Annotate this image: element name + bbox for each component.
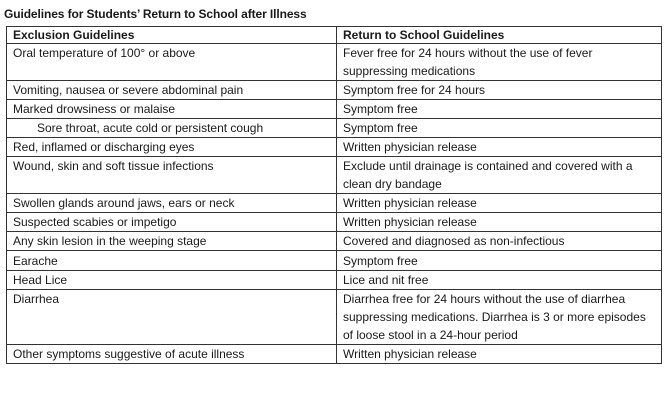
exclusion-cell: Suspected scabies or impetigo: [7, 213, 337, 232]
exclusion-cell: Sore throat, acute cold or persistent cough: [7, 119, 337, 138]
table-row: [7, 213, 662, 232]
table-row: [7, 345, 662, 364]
table-row: [7, 81, 662, 100]
exclusion-cell: Earache: [7, 251, 337, 271]
exclusion-cell: Other symptoms suggestive of acute illness: [7, 345, 337, 364]
exclusion-cell: Diarrhea: [7, 290, 337, 345]
header-exclusion-guidelines: Exclusion Guidelines: [7, 27, 337, 44]
return-cell: Symptom free: [337, 119, 662, 138]
return-cell: Exclude until drainage is contained and covered with a clean dry bandage: [337, 157, 662, 194]
table-row: [7, 157, 662, 194]
return-cell: Written physician release: [337, 194, 662, 213]
exclusion-cell: Oral temperature of 100° or above: [7, 44, 337, 81]
table-row: [7, 232, 662, 251]
exclusion-cell: Marked drowsiness or malaise: [7, 100, 337, 119]
return-cell: Written physician release: [337, 345, 662, 364]
return-cell: Symptom free for 24 hours: [337, 81, 662, 100]
table-row: [7, 194, 662, 213]
exclusion-cell: Vomiting, nausea or severe abdominal pain: [7, 81, 337, 100]
document-title: Guidelines for Students’ Return to School after Illness: [4, 7, 307, 21]
return-cell: Written physician release: [337, 138, 662, 157]
return-cell: Symptom free: [337, 100, 662, 119]
exclusion-cell: Swollen glands around jaws, ears or neck: [7, 194, 337, 213]
return-cell: Fever free for 24 hours without the use of fever suppressing medications: [337, 44, 662, 81]
table-row: [7, 100, 662, 119]
table-row: [7, 138, 662, 157]
table-row: [7, 271, 662, 290]
header-return-guidelines: Return to School Guidelines: [337, 27, 662, 44]
exclusion-cell: Any skin lesion in the weeping stage: [7, 232, 337, 251]
return-cell: Diarrhea free for 24 hours without the use of diarrhea suppressing medications. Diarrhea is 3 or more episodes of loose stool in a 24-hour period: [337, 290, 662, 345]
table-row: [7, 251, 662, 271]
return-cell: Written physician release: [337, 213, 662, 232]
table-row: [7, 119, 662, 138]
exclusion-cell: Head Lice: [7, 271, 337, 290]
return-cell: Symptom free: [337, 251, 662, 271]
return-cell: Covered and diagnosed as non-infectious: [337, 232, 662, 251]
guidelines-table: [6, 26, 662, 364]
table-header-row: [7, 27, 662, 44]
return-cell: Lice and nit free: [337, 271, 662, 290]
exclusion-cell: Red, inflamed or discharging eyes: [7, 138, 337, 157]
exclusion-cell: Wound, skin and soft tissue infections: [7, 157, 337, 194]
table-row: [7, 290, 662, 345]
table-row: [7, 44, 662, 81]
